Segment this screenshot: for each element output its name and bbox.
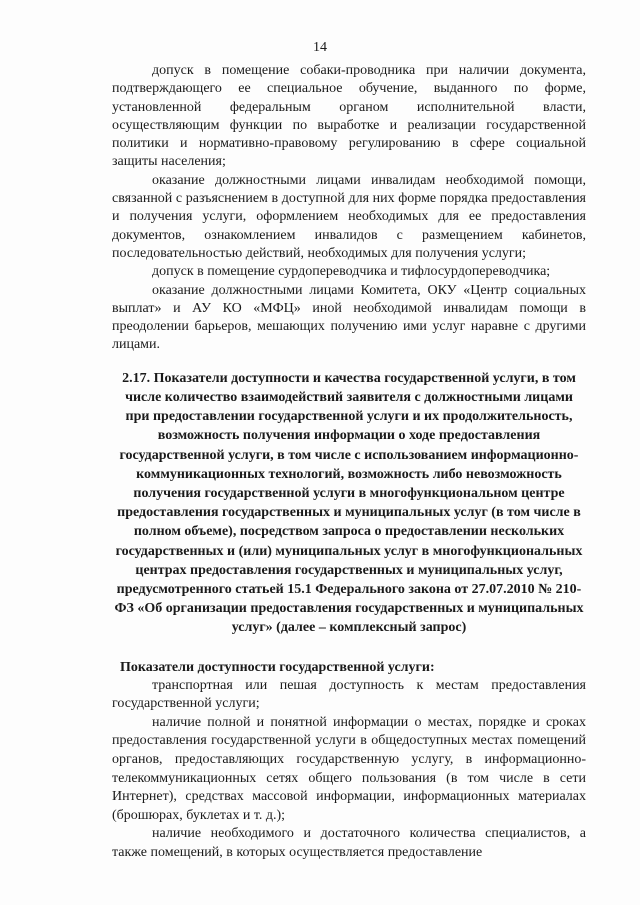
page-number: 14: [313, 40, 327, 55]
paragraph-guide-dog: допуск в помещение собаки-проводника при наличии документа, подтверждающего ее специальное обучение, выданного по форме, установленной федеральным органом исполнительной власти, осуществляющим функции по выработке и реализации государственной политики и нормативно-правовому регулированию в сфере социальной защиты населения;: [112, 63, 586, 170]
paragraph-transport-access: транспортная или пешая доступность к местам предоставления государственной услуги;: [112, 677, 586, 712]
section-heading-2-17: 2.17. Показатели доступности и качества государственной услуги, в том числе количество взаимодействий заявителя с должностными лицами при предоставлении государственной услуги и их продолжительность, возможность получения информации о ходе предоставления государственной услуги, в том числе с использованием информационно-коммуникационных технологий, возможность либо невозможность получения государственной услуги в многофункциональном центре предоставления государственных и муниципальных услуг (в том числе в полном объеме), посредством запроса о предоставлении нескольких государственных и (или) муниципальных услуг в многофункциональных центрах предоставления государственных и муниципальных услуг, предусмотренного статьей 15.1 Федерального закона от 27.07.2010 № 210-ФЗ «Об организации предоставления государственных и муниципальных услуг» (далее – комплексный запрос): [114, 370, 584, 636]
paragraph-official-assistance: оказание должностными лицами инвалидам необходимой помощи, связанной с разъяснением в доступной для них форме порядка предоставления и получения услуги, оформлением необходимых для ее предоставления документов, ознакомлением инвалидов с размещением кабинетов, последовательностью действий, необходимых для получения услуги;: [112, 172, 586, 261]
paragraph-information-availability: наличие полной и понятной информации о местах, порядке и сроках предоставления государственной услуги в общедоступных местах помещений органов, предоставляющих государственную услугу, в информационно-телекоммуникационных сетях общего пользования (в том числе в сети Интернет), средствах массовой информации, информационных материалах (брошюрах, буклетах и т. д.);: [112, 714, 586, 823]
document-body: [112, 62, 586, 863]
subheading-accessibility-indicators: Показатели доступности государственной услуги:: [120, 659, 435, 675]
paragraph-specialists: наличие необходимого и достаточного количества специалистов, а также помещений, в которых осуществляется предоставление: [112, 826, 586, 860]
paragraph-sign-interpreter: допуск в помещение сурдопереводчика и тифлосурдопереводчика;: [152, 264, 551, 280]
paragraph-other-assistance: оказание должностными лицами Комитета, ОКУ «Центр социальных выплат» и АУ КО «МФЦ» иной необходимой инвалидам помощи в преодолении барьеров, мешающих получению ими услуг наравне с другими лицами.: [112, 282, 586, 353]
